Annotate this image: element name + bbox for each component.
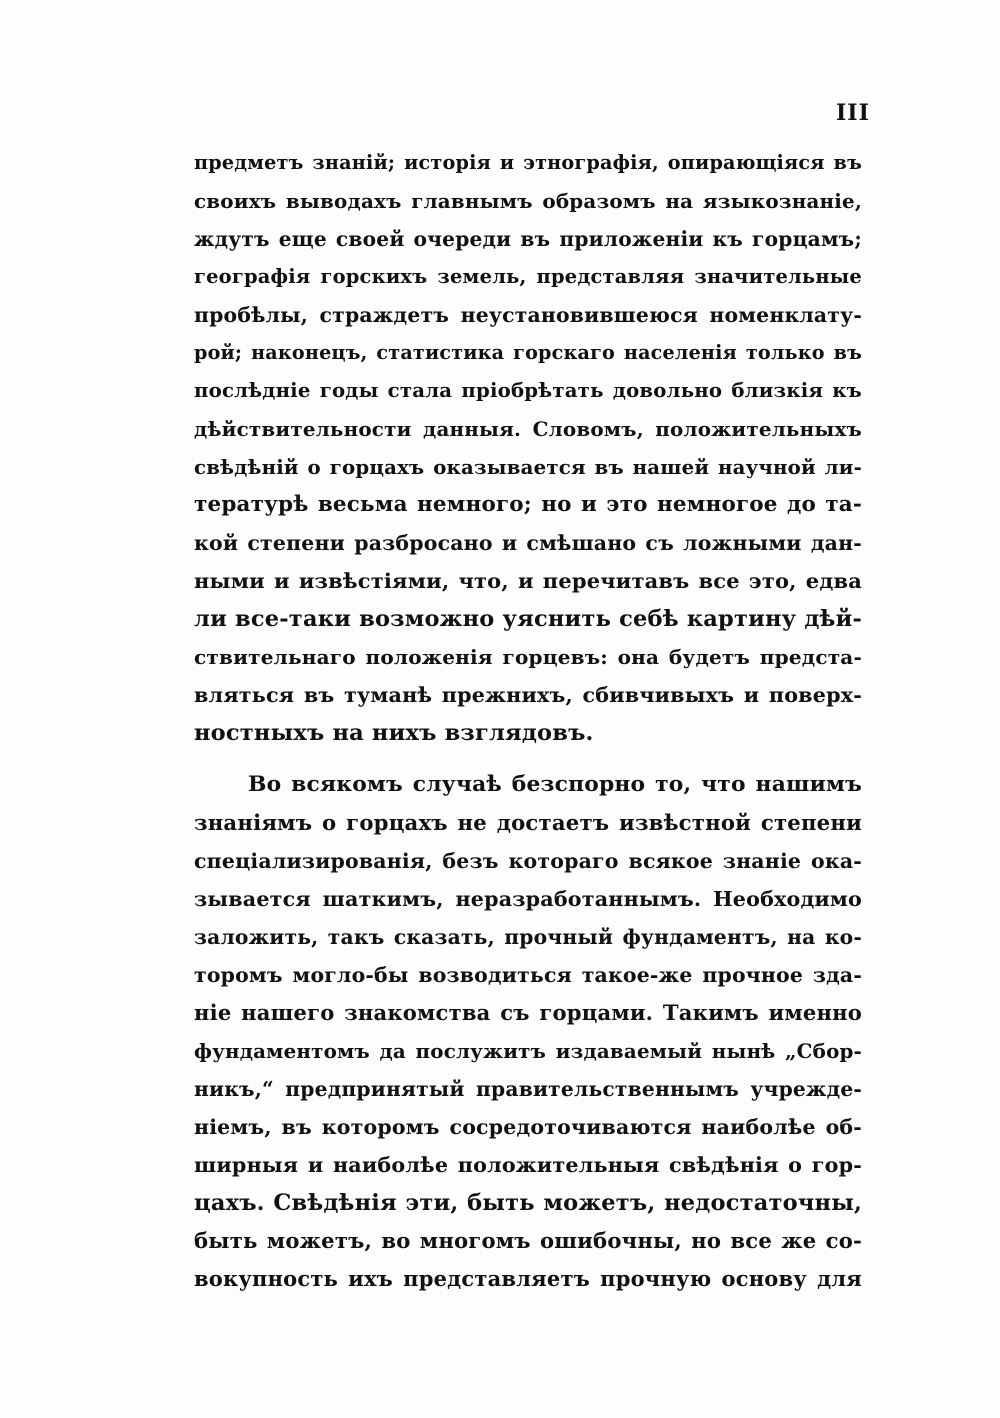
- text-line: никъ,“ предпринятый правительственнымъ учрежде-: [194, 1077, 862, 1101]
- text-line: цахъ. Свѣдѣнія эти, быть можетъ, недостаточны,: [194, 1190, 862, 1216]
- text-line: быть можетъ, во многомъ ошибочны, но все же со-: [194, 1228, 862, 1253]
- text-line: зывается шаткимъ, неразработаннымъ. Необходимо: [194, 887, 862, 911]
- text-line: предметъ знаній; исторія и этнографія, опирающіяся въ: [194, 151, 862, 174]
- text-line: ніе нашего знакомства съ горцами. Такимъ именно: [194, 1000, 862, 1025]
- text-line: ствительнаго положенія горцевъ: она будетъ предста-: [194, 645, 862, 669]
- text-line: ностныхъ на нихъ взглядовъ.: [194, 720, 594, 746]
- text-line: рой; наконецъ, статистика горскаго населенія только въ: [194, 341, 862, 364]
- text-line: ждутъ еще своей очереди въ приложеніи къ горцамъ;: [194, 227, 862, 251]
- text-line: заложить, такъ сказать, прочный фундаментъ, на ко-: [194, 925, 862, 949]
- text-line: спеціализированія, безъ котораго всякое знаніе ока-: [194, 849, 862, 873]
- text-line: вляться въ туманѣ прежнихъ, сбивчивыхъ и поверх-: [194, 683, 862, 707]
- text-line: Во всякомъ случаѣ безспорно то, что нашимъ: [248, 772, 862, 797]
- text-line: географія горскихъ земель, представляя значительные: [194, 265, 862, 288]
- text-line: фундаментомъ да послужитъ издаваемый нынѣ „Сбор-: [194, 1039, 862, 1063]
- text-line: свѣдѣній о горцахъ оказывается въ нашей научной ли-: [194, 455, 862, 479]
- text-line: пробѣлы, страждетъ неустановившеюся номенклату-: [194, 303, 862, 327]
- text-line: торомъ могло-бы возводиться такое-же прочное зда-: [194, 963, 862, 987]
- text-line: знаніямъ о горцахъ не достаетъ извѣстной степени: [194, 810, 862, 835]
- text-line: вокупность ихъ представляетъ прочную основу для: [194, 1266, 862, 1291]
- paragraph-2: [194, 766, 862, 1298]
- paragraph-1: [194, 144, 862, 752]
- text-line: послѣдніе годы стала пріобрѣтать довольно близкія къ: [194, 379, 862, 402]
- text-line: кой степени разбросано и смѣшано съ ложными дан-: [194, 531, 862, 555]
- text-line: ными и извѣстіями, что, и перечитавъ все это, едва: [194, 568, 862, 593]
- page-number: III: [836, 100, 870, 126]
- text-line: тературѣ весьма немного; но и это немногое до та-: [194, 492, 862, 517]
- text-line: дѣйствительности данныя. Словомъ, положительныхъ: [194, 417, 862, 441]
- text-line: ли все-таки возможно уяснить себѣ картину дѣй-: [194, 606, 862, 632]
- text-line: ніемъ, въ которомъ сосредоточиваются наиболѣе об-: [194, 1115, 862, 1139]
- text-line: ширныя и наиболѣе положительныя свѣдѣнія о гор-: [194, 1153, 862, 1177]
- text-line: своихъ выводахъ главнымъ образомъ на языкознаніе,: [194, 189, 862, 213]
